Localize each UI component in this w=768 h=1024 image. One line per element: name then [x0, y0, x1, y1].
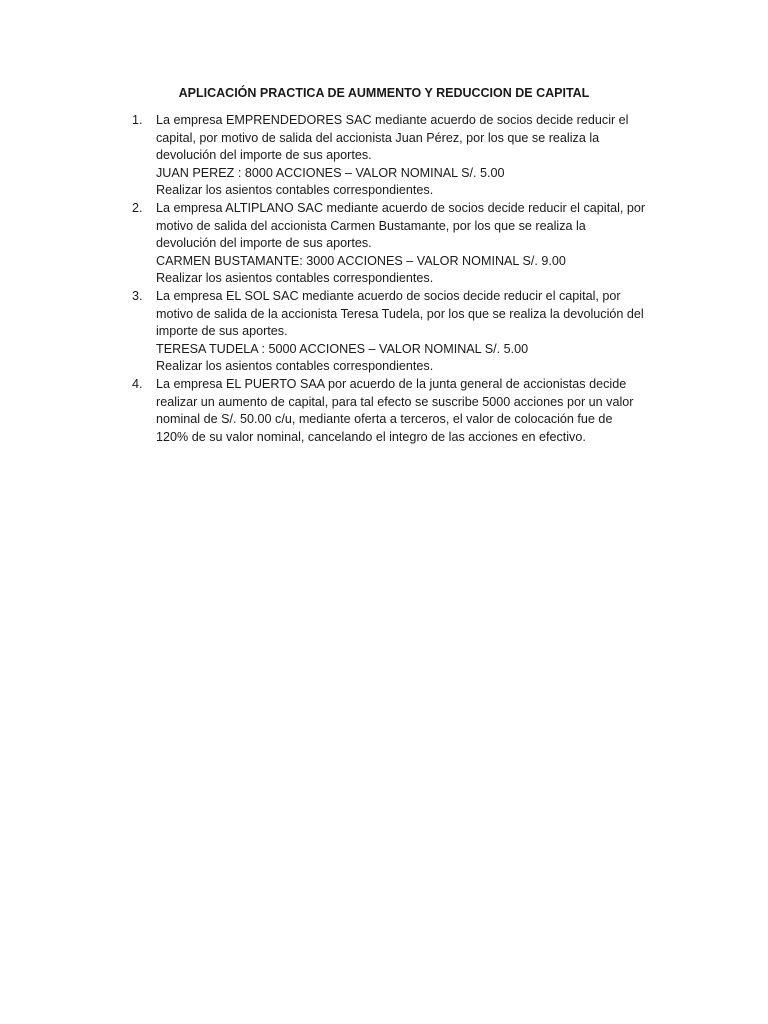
exercise-text-line: La empresa ALTIPLANO SAC mediante acuerdo de socios decide reducir el capital, por — [156, 200, 646, 215]
exercise-text-line: nominal de S/. 50.00 c/u, mediante oferta a terceros, el valor de colocación fue de — [156, 412, 613, 427]
exercise-text-line: importe de sus aportes. — [156, 324, 288, 339]
instruction-line: Realizar los asientos contables correspondientes. — [156, 183, 434, 198]
exercise-text-line: motivo de salida de la accionista Teresa Tudela, por los que se realiza la devolución del — [156, 306, 644, 321]
shareholder-data-line: TERESA TUDELA : 5000 ACCIONES – VALOR NOMINAL S/. 5.00 — [156, 341, 529, 356]
exercise-text-line: motivo de salida del accionista Carmen Bustamante, por los que se realiza la — [156, 218, 586, 233]
shareholder-data-line: CARMEN BUSTAMANTE: 3000 ACCIONES – VALOR NOMINAL S/. 9.00 — [156, 253, 566, 268]
exercise-text-line: 120% de su valor nominal, cancelando el integro de las acciones en efectivo. — [156, 429, 586, 444]
exercise-number: 3. — [132, 288, 143, 303]
exercise-item-4 — [132, 376, 662, 446]
exercise-item-2 — [132, 200, 662, 288]
exercise-number: 1. — [132, 113, 143, 127]
exercise-text-line: La empresa EL SOL SAC mediante acuerdo de socios decide reducir el capital, por — [156, 288, 621, 303]
instruction-line: Realizar los asientos contables correspondientes. — [156, 359, 434, 374]
exercise-text-line: realizar un aumento de capital, para tal efecto se suscribe 5000 acciones por un valor — [156, 394, 634, 409]
exercise-number: 2. — [132, 200, 143, 215]
exercise-item-3 — [132, 288, 662, 376]
exercise-text-line: La empresa EL PUERTO SAA por acuerdo de la junta general de accionistas decide — [156, 376, 627, 391]
shareholder-data-line: JUAN PEREZ : 8000 ACCIONES – VALOR NOMINAL S/. 5.00 — [156, 165, 505, 180]
instruction-line: Realizar los asientos contables correspondientes. — [156, 271, 434, 286]
exercise-text-line: devolución del importe de sus aportes. — [156, 148, 372, 163]
exercise-text-line: devolución del importe de sus aportes. — [156, 236, 372, 251]
exercise-number: 4. — [132, 376, 143, 391]
exercise-item-1 — [132, 112, 662, 200]
exercise-list — [132, 112, 662, 446]
exercise-text-line: capital, por motivo de salida del accionista Juan Pérez, por los que se realiza la — [156, 130, 600, 145]
exercise-text-line: La empresa EMPRENDEDORES SAC mediante acuerdo de socios decide reducir el — [156, 113, 629, 127]
document-title: APLICACIÓN PRACTICA DE AUMMENTO Y REDUCCION DE CAPITAL — [178, 86, 590, 100]
